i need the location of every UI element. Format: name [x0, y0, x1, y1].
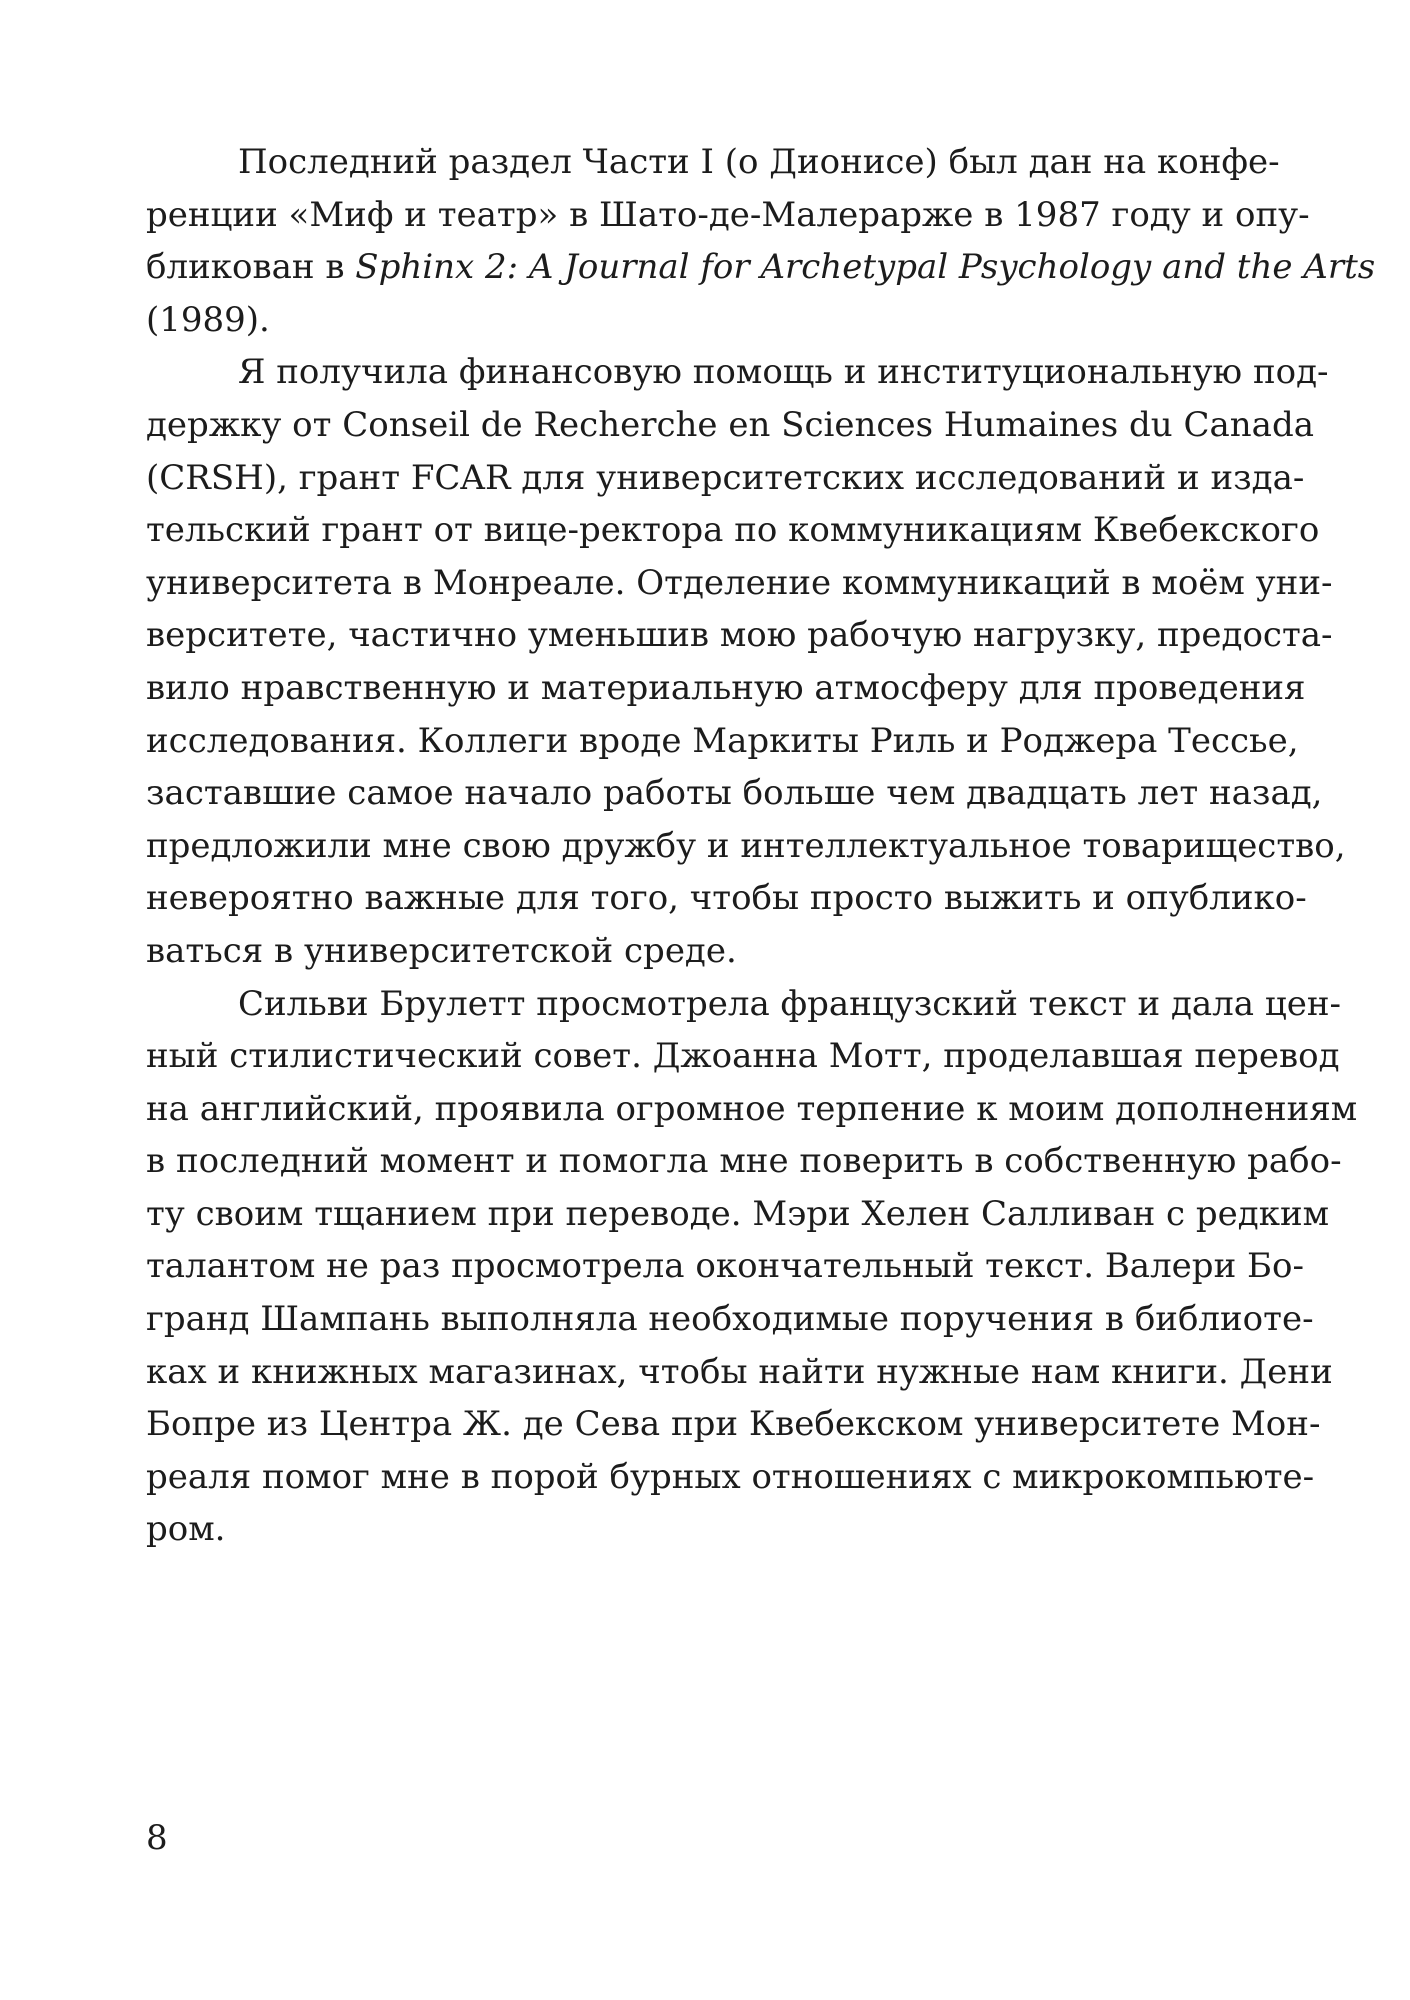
text-line: держку от Conseil de Recherche en Sciences Humaines du Canada — [146, 404, 1314, 445]
paragraph-acknowledgements — [146, 978, 1358, 1557]
text-line: в последний момент и помогла мне поверить в собственную рабо- — [146, 1141, 1342, 1182]
text-line: университета в Монреале. Отделение коммуникаций в моём уни- — [146, 562, 1333, 603]
text-line: заставшие самое начало работы больше чем двадцать лет назад, — [146, 773, 1323, 814]
body-text — [146, 136, 1376, 1556]
text-line: ках и книжных магазинах, чтобы найти нужные нам книги. Дени — [146, 1351, 1333, 1392]
text-line: предложили мне свою дружбу и интеллектуальное товарищество, — [146, 825, 1346, 866]
text-line: (CRSH), грант FCAR для университетских исследований и изда- — [146, 457, 1305, 498]
text-line: реаля помог мне в порой бурных отношениях с микрокомпьюте- — [146, 1456, 1315, 1497]
text-line: (1989). — [146, 299, 270, 340]
text-line-prefix: бликован в — [146, 247, 356, 288]
text-line: ренции «Миф и театр» в Шато-де-Малерарже в 1987 году и опу- — [146, 194, 1310, 235]
journal-title: Sphinx 2: A Journal for Archetypal Psychology and the Arts — [355, 247, 1376, 288]
text-line: Сильви Брулетт просмотрела французский текст и дала цен- — [238, 983, 1341, 1024]
text-line: ром. — [146, 1509, 226, 1550]
text-line: ваться в университетской среде. — [146, 930, 737, 971]
text-line: исследования. Коллеги вроде Маркиты Риль и Роджера Тессье, — [146, 720, 1299, 761]
text-line: вило нравственную и материальную атмосферу для проведения — [146, 667, 1306, 708]
text-line: Бопре из Центра Ж. де Сева при Квебекском университете Мон- — [146, 1404, 1321, 1445]
text-line: Я получила финансовую помощь и институциональную под- — [238, 352, 1329, 393]
text-line: тельский грант от вице-ректора по коммуникациям Квебекского — [146, 510, 1320, 551]
text-line: на английский, проявила огромное терпение к моим дополнениям — [146, 1088, 1358, 1129]
text-line: ту своим тщанием при переводе. Мэри Хелен Салливан с редким — [146, 1193, 1330, 1234]
text-line: невероятно важные для того, чтобы просто выжить и опублико- — [146, 878, 1307, 919]
text-line — [146, 241, 1376, 294]
paragraph-funding — [146, 346, 1346, 977]
text-line: верситете, частично уменьшив мою рабочую нагрузку, предоста- — [146, 615, 1333, 656]
page-number: 8 — [146, 1818, 168, 1858]
text-line: ный стилистический совет. Джоанна Мотт, проделавшая перевод — [146, 1036, 1340, 1077]
text-line: талантом не раз просмотрела окончательный текст. Валери Бо- — [146, 1246, 1304, 1287]
paragraph-dionysus-section — [146, 136, 1376, 346]
text-line: Последний раздел Части I (о Дионисе) был дан на конфе- — [238, 142, 1280, 182]
text-line: гранд Шампань выполняла необходимые поручения в библиоте- — [146, 1299, 1314, 1340]
